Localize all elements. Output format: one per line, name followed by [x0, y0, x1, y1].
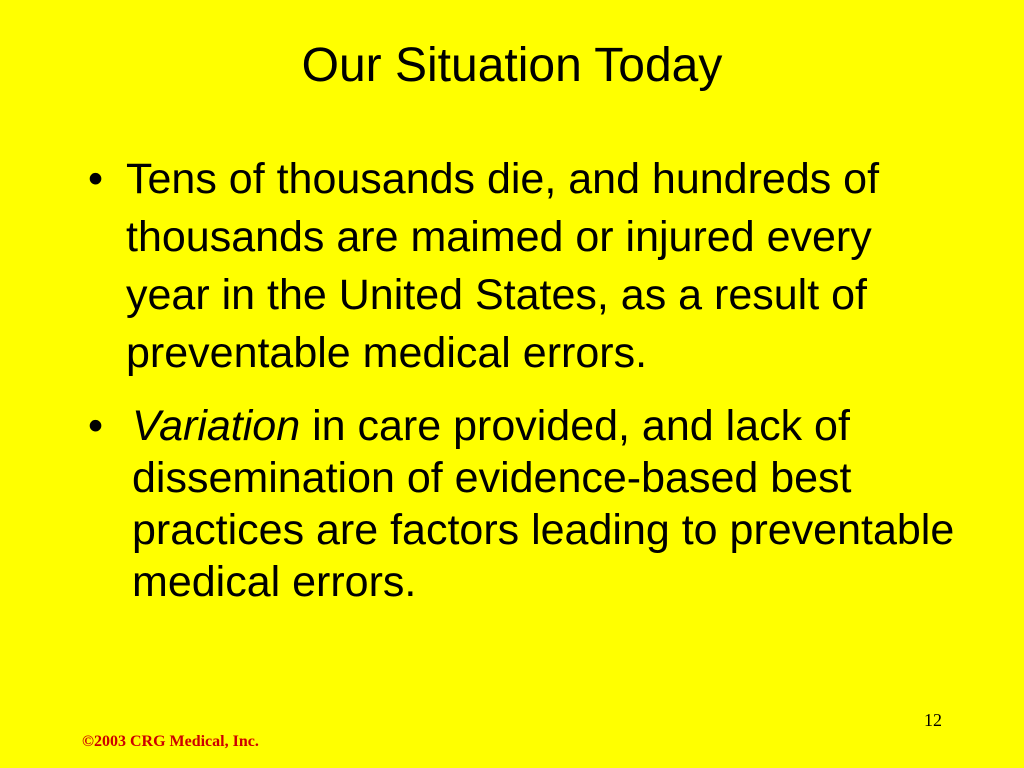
bullet-item [88, 400, 968, 608]
bullet-list [88, 150, 968, 608]
emphasized-text: Variation [132, 402, 301, 450]
bullet-text: Tens of thousands die, and hundreds of thousands are maimed or injured every year in the United States, as a result of preventable medical errors. [126, 155, 880, 377]
bullet-item [88, 150, 966, 382]
bullet-text: in care provided, and lack of dissemination of evidence-based best practices are factors leading to preventable medical errors. [132, 402, 955, 606]
copyright-footer: ©2003 CRG Medical, Inc. [82, 733, 259, 750]
bullet-marker: • [88, 402, 104, 450]
bullet-marker: • [88, 155, 104, 203]
page-number: 12 [924, 710, 942, 730]
slide-title: Our Situation Today [301, 39, 723, 92]
